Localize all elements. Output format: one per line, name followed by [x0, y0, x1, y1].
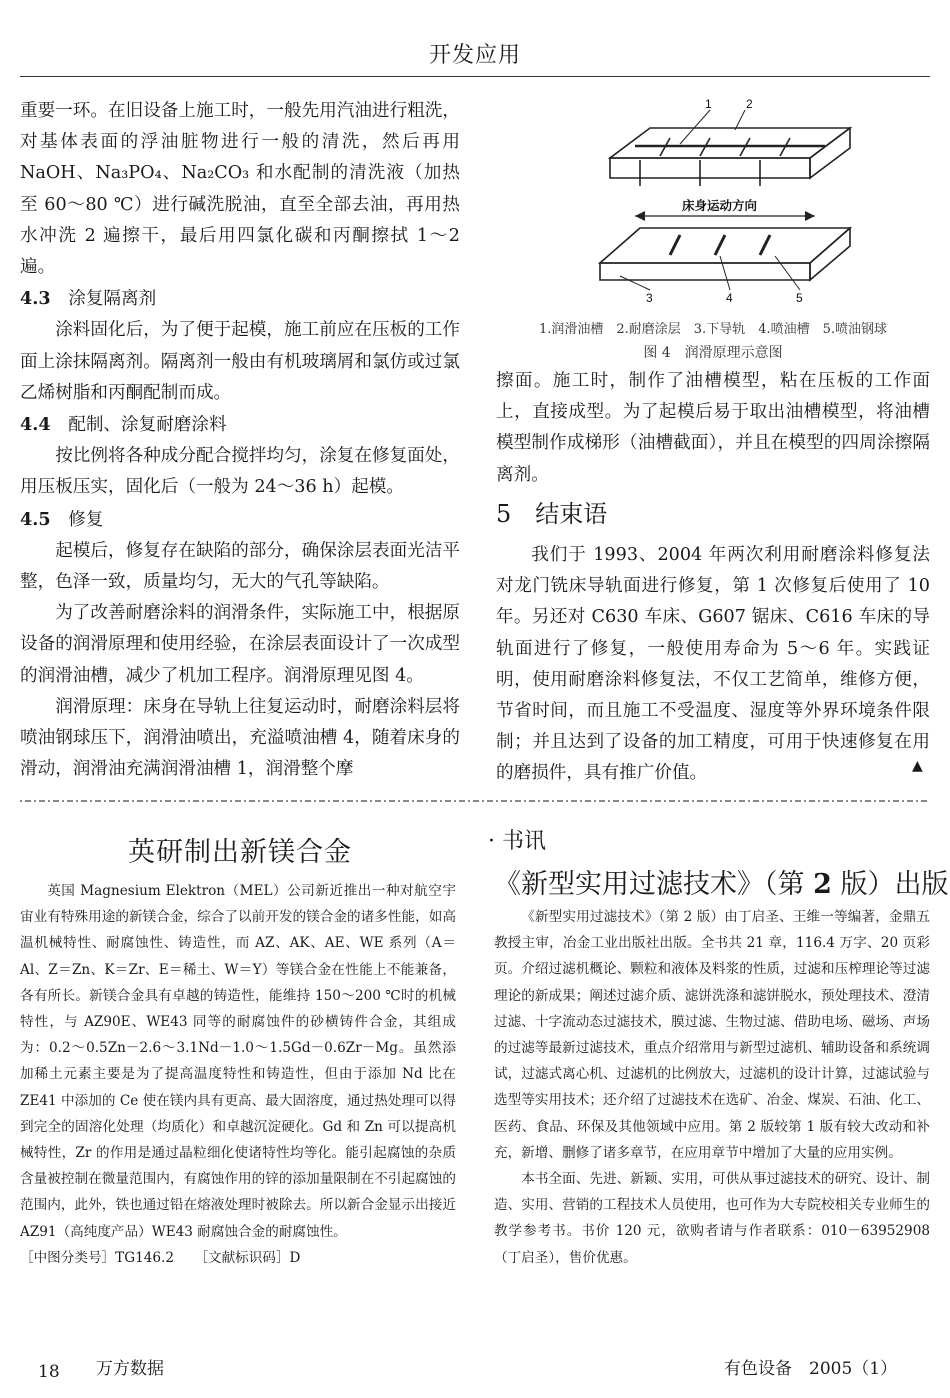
spray-groove [670, 235, 680, 255]
lower-guide-side [810, 228, 850, 280]
section-heading-4-3 [20, 283, 460, 315]
heading-number: 4.5 [20, 508, 51, 530]
paragraph: 按比例将各种成分配合搅拌均匀，涂复在修复面处，用压板压实，固化后（一般为 24～36 h）起模。 [20, 446, 460, 498]
running-header: 开发应用 [428, 43, 521, 68]
header-rule [20, 76, 930, 77]
section-heading-4-5 [20, 504, 460, 536]
heading-text: 修复 [68, 509, 104, 530]
callout-2: 2 [746, 98, 753, 111]
right-column-conclusion [496, 540, 930, 790]
paragraph: 为了改善耐磨涂料的润滑条件，实际施工中，根据原设备的润滑原理和使用经验，在涂层表面设计了一次成型的润滑油槽，减少了机加工程序。润滑原理见图 4。 [20, 603, 460, 686]
book-title-edition: 2 [813, 869, 832, 900]
paragraph: 擦面。施工时，制作了油槽模型，粘在压板的工作面上，直接成型。为了起模后易于取出油槽模型，将油槽模型制作成梯形（油槽截面），并且在模型的四周涂擦隔离剂。 [496, 371, 930, 485]
paragraph: 重要一环。在旧设备上施工时，一般先用汽油进行粗洗，对基体表面的浮油脏物进行一般的清洗，然后再用 NaOH、Na₃PO₄、Na₂CO₃ 和水配制的清洗液（加热至 60～80 ℃）进行碱洗脱油，直至全部去油，再用热水冲洗 2 遍擦干，最后用四氯化碳和丙酮擦拭 1～2 遍。 [20, 101, 460, 278]
section-divider [20, 797, 930, 805]
heading-text: 涂复隔离剂 [68, 289, 157, 310]
book-body [494, 904, 930, 1271]
paragraph: 涂料固化后，为了便于起模，施工前应在压板的工作面上涂抹隔离剂。隔离剂一般由有机玻璃屑和氯仿或过氯乙烯树脂和丙酮配制而成。 [20, 320, 460, 403]
callout-1: 1 [705, 98, 712, 111]
paragraph: 润滑原理：床身在导轨上往复运动时，耐磨涂料层将喷油钢球压下，润滑油喷出，充溢喷油槽 4，随着床身的滑动，润滑油充满润滑油槽 1，润滑整个摩 [20, 696, 460, 780]
book-title-part: 版）出版 [831, 869, 949, 900]
page-number: 18 [38, 1362, 60, 1382]
callout-5: 5 [796, 291, 803, 305]
figure-title: 图 4 润滑原理示意图 [643, 345, 783, 361]
spray-groove [760, 235, 770, 255]
heading-number: 5 [496, 500, 512, 528]
section-heading-5 [496, 494, 607, 529]
paragraph: 英国 Magnesium Elektron（MEL）公司新近推出一种对航空宇宙业有特殊用途的新镁合金，综合了以前开发的镁合金的诸多性能，如高温机械特性、耐腐蚀性、铸造性，而 AZ、AK、AE、WE 系列（A＝Al、Z＝Zn、K＝Zr、E＝稀土、W＝Y）等镁合金在性能上不能兼备，各有所长。新镁合金具有卓越的铸造性，能维持 150～200 ℃时的机械特性，与 AZ90E、WE43 同等的耐腐蚀件的砂横铸件合金，其组成为：0.2～0.5Zn－2.6～3.1Nd－1.0～1.5Gd－0.6Zr－Mg。虽然添加稀土元素主要是为了提高温度特性和铸造性，但由于添加 Nd 比在 ZE41 中添加的 Ce 使在镁内具有更高、最大固溶度，通过热处理可以得到完全的固溶化处理（均质化）和卓越沉淀硬化。Gd 和 Zn 可以提高机械特性，Zr 的作用是通过晶粒细化使诸特性均等化。能引起腐蚀的杂质含量被控制在微量范围内，有腐蚀作用的锌的添加量限制在不引起腐蚀的范围内，此外，铁也通过铅在熔液处理时被除去。所以新合金显示出接近 AZ91（高纯度产品）WE43 耐腐蚀合金的耐腐蚀性。 [20, 883, 456, 1240]
heading-number: 4.3 [20, 288, 51, 310]
upper-plate-top [610, 128, 850, 158]
heading-text: 结束语 [535, 500, 608, 528]
heading-text: 配制、涂复耐磨涂料 [68, 415, 227, 436]
book-title-part: 《新型实用过滤技术》（第 [494, 869, 814, 900]
motion-label: 床身运动方向 [682, 199, 758, 213]
book-news-tag: · 书讯 [488, 829, 546, 854]
callout-4: 4 [726, 291, 733, 305]
watermark: 万方数据 [96, 1359, 164, 1379]
book-title [494, 862, 949, 901]
left-column [20, 96, 460, 785]
callout-3: 3 [646, 291, 653, 305]
paragraph: 《新型实用过滤技术》（第 2 版）由丁启圣、王维一等编著，金鼎五教授主审，冶金工业出版社出版。全书共 21 章，116.4 万字、20 页彩页。介绍过滤机概论、颗粒和液体及料浆的性质，过滤和压榨理论等过滤理论的新成果；阐述过滤介质、滤饼洗涤和滤饼脱水，预处理技术、澄清过滤、十字流动态过滤技术，膜过滤、生物过滤、借助电场、磁场、声场的过滤等最新过滤技术，重点介绍常用与新型过滤机、辅助设备和系统调试，过滤式离心机、过滤机的比例放大，过滤机的设计计算，过滤试验与选型等实用技术；还介绍了过滤技术在选矿、冶金、煤炭、石油、化工、医药、食品、环保及其他领域中应用。第 2 版较第 1 版有较大改动和补充，新增、删修了诸多章节，在应用章节中增加了大量的应用实例。 [494, 909, 930, 1161]
heading-number: 4.4 [20, 414, 51, 436]
lower-guide-front [600, 263, 810, 280]
lubrication-diagram [560, 98, 860, 318]
paragraph: 我们于 1993、2004 年两次利用耐磨涂料修复法对龙门铣床导轨面进行修复，第 1 次修复后使用了 10 年。另还对 C630 车床、G607 锯床、C616 车床的导轨面进行了修复，一般使用寿命为 5～6 年。实践证明，使用耐磨涂料修复法，不仅工艺简单，维修方便，节省时间，而且施工不受温度、湿度等外界环境条件限制；并且达到了设备的加工精度，可用于快速修复在用的磨损件，具有推广价值。 [496, 545, 930, 784]
column-divider [474, 805, 476, 1345]
article-title: 英研制出新镁合金 [128, 837, 352, 868]
paragraph: 起模后，修复存在缺陷的部分，确保涂层表面光洁平整，色泽一致，质量均匀，无大的气孔等缺陷。 [20, 540, 460, 593]
end-mark: ▲ [912, 758, 923, 774]
paragraph: 本书全面、先进、新颖、实用，可供从事过滤技术的研究、设计、制造、实用、营销的工程技术人员使用，也可作为大专院校相关专业师生的教学参考书。书价 120 元，欲购者请与作者联系：010－63952908（丁启圣），售价优惠。 [494, 1171, 930, 1266]
upper-plate-side [810, 128, 850, 178]
article-body [20, 878, 456, 1271]
figure-legend: 1.润滑油槽 2.耐磨涂层 3.下导轨 4.喷油槽 5.喷油钢球 [538, 322, 888, 337]
classification-line: ［中图分类号］TG146.2 ［文献标识码］D [20, 1249, 301, 1266]
section-heading-4-4 [20, 409, 460, 441]
journal-info: 有色设备 2005（1） [724, 1359, 898, 1379]
right-column [496, 366, 930, 491]
spray-groove [715, 235, 725, 255]
lower-guide-top [600, 228, 850, 263]
